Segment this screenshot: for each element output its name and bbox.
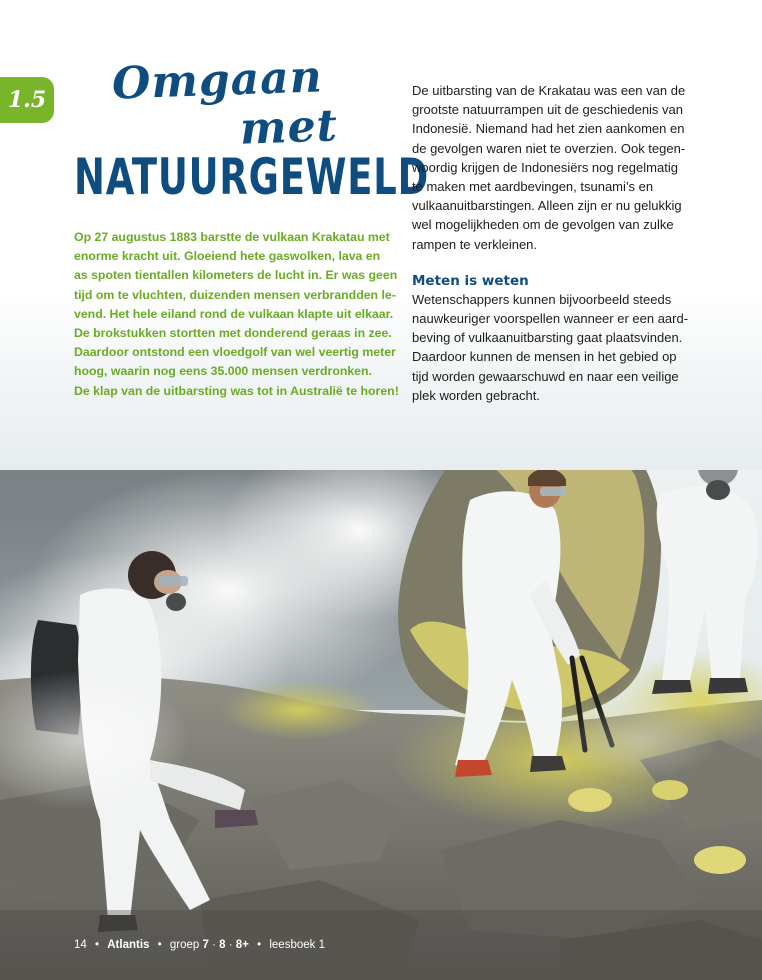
- title-line-3: NATUURGEWELD: [74, 148, 430, 206]
- body-line: Wetenschappers kunnen bijvoorbeeld steeds: [412, 291, 672, 307]
- body-line: vulkaanuitbarstingen. Alleen zijn er nu gelukkig: [412, 198, 682, 214]
- separator-dot: •: [157, 939, 162, 951]
- body-line: plek worden gebracht.: [412, 387, 540, 403]
- page-number: 14: [74, 939, 87, 951]
- intro-line: Daardoor ontstond een vloedgolf van wel veertig meter: [74, 345, 396, 360]
- group-8plus: 8+: [235, 939, 249, 951]
- intro-line: De klap van de uitbarsting was tot in Australië te horen!: [74, 383, 399, 398]
- body-line: grootste natuurrampen uit de geschiedenis van: [412, 102, 684, 118]
- chapter-number: 1.5: [7, 87, 47, 113]
- title-line-2: met: [239, 100, 339, 155]
- intro-paragraph: [74, 228, 404, 401]
- volcano-photo: [0, 380, 762, 980]
- group-7: 7: [202, 939, 209, 951]
- body-line: Indonesië. Niemand had het zien aankomen en: [412, 121, 685, 137]
- body-column: [412, 81, 732, 405]
- body-line: rampen te verkleinen.: [412, 236, 538, 252]
- group-8: 8: [219, 939, 226, 951]
- separator-dot: •: [257, 939, 262, 951]
- body-line: tijd worden gewaarschuwd en naar een veilige: [412, 368, 679, 384]
- title-line-1: Omgaan: [111, 51, 324, 110]
- body-paragraph-1: [412, 81, 732, 254]
- intro-line: as spoten tientallen kilometers de lucht in. Er was geen: [74, 268, 398, 283]
- intro-line: enorme kracht uit. Gloeiend hete gaswolken, lava en: [74, 249, 381, 264]
- body-line: nauwkeuriger voorspellen wanneer er een aard-: [412, 311, 689, 327]
- body-line: te maken met aardbevingen, tsunami’s en: [412, 179, 654, 195]
- book-label: leesboek 1: [269, 939, 325, 951]
- body-line: De uitbarsting van de Krakatau was een van de: [412, 83, 686, 98]
- volcano-scene-illustration: [0, 380, 762, 980]
- body-line: de gevolgen waren niet te overzien. Ook tegen-: [412, 140, 686, 156]
- series-brand: Atlantis: [107, 939, 150, 951]
- separator-dot: ·: [228, 939, 233, 951]
- intro-line: tijd om te vluchten, duizenden mensen verbrandden le-: [74, 287, 396, 302]
- body-line: Daardoor kunnen de mensen in het gebied op: [412, 349, 677, 365]
- page-footer: [74, 939, 325, 951]
- intro-line: De brokstukken stortten met donderend geraas in zee.: [74, 326, 392, 341]
- separator-dot: ·: [212, 939, 216, 951]
- intro-line: hoog, waarin nog eens 35.000 mensen verdronken.: [74, 364, 372, 379]
- intro-line: Op 27 augustus 1883 barstte de vulkaan Krakatau met: [74, 230, 390, 244]
- separator-dot: •: [95, 939, 100, 951]
- chapter-badge: [0, 77, 54, 123]
- intro-line: vend. Het hele eiland rond de vulkaan klapte uit elkaar.: [74, 306, 394, 321]
- body-paragraph-2: [412, 290, 732, 405]
- body-line: woordig krijgen de Indonesiërs nog regelmatig: [412, 159, 678, 175]
- body-line: wel mogelijkheden om de gevolgen van zulke: [412, 217, 674, 233]
- body-line: beving of vulkaanuitbarsting gaat plaatsvinden.: [412, 330, 683, 346]
- group-label: groep: [169, 939, 200, 951]
- section-heading: Meten is weten: [412, 272, 529, 289]
